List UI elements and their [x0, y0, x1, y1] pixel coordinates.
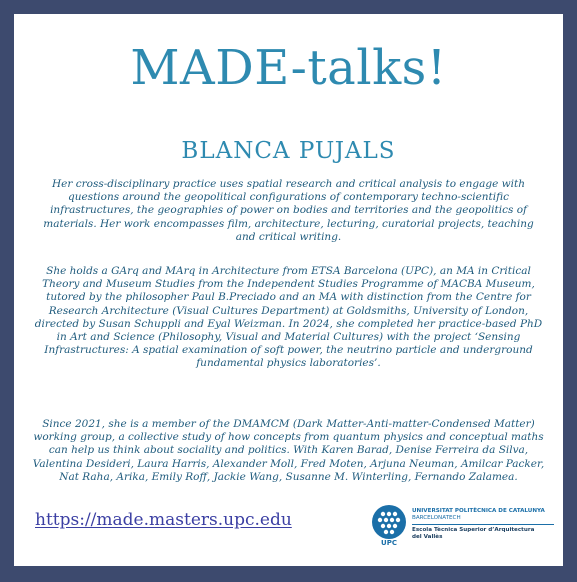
upc-logo	[372, 505, 552, 551]
poster-card	[14, 14, 563, 566]
logo-school-location: del Vallès	[412, 534, 443, 540]
upc-dots-icon	[372, 505, 406, 539]
upc-logo-text	[412, 508, 554, 541]
logo-barcelonatech: BARCELONATECH	[412, 515, 554, 525]
poster-title: MADE-talks!	[130, 40, 447, 96]
bio-paragraph-3: Since 2021, she is a member of the DMAMCM (Dark Matter-Anti-matter-Condensed Matter) working group, a collective study of how concepts from quantum physics and conceptual maths can help us think about sociality and politics. With Karen Barad, Denise Ferreira da Silva, Valentina Desideri, Laura Harris, Alexander Moll, Fred Moten, Arjuna Neuman, Amilcar Packer, Nat Raha, Arika, Emily Roff, Jackie Wang, Susanne M. Winterling, Fernando Zalamea.	[32, 418, 545, 483]
website-link[interactable]: https://made.masters.upc.edu	[35, 510, 292, 530]
logo-school-name: Escola Tècnica Superior d’Arquitectura	[412, 527, 535, 533]
upc-mark-label: UPC	[381, 539, 397, 547]
logo-university-name: UNIVERSITAT POLITÈCNICA DE CATALUNYA	[412, 508, 545, 514]
bio-paragraph-1: Her cross-disciplinary practice uses spatial research and critical analysis to engage with questions around the geopolitical configurations of contemporary techno-scientific infrastructures, the geographies of power on bodies and territories and the geopolitics of materials. Her work encompasses film, architecture, lecturing, curatorial projects, teaching and critical writing.	[43, 178, 534, 243]
bio-paragraph-2: She holds a GArq and MArq in Architecture from ETSA Barcelona (UPC), an MA in Critical Theory and Museum Studies from the Independent Studies Programme of MACBA Museum, tutored by the philosopher Paul B.Preciado and an MA with distinction from the Centre for Research Architecture (Visual Cultures Department) at Goldsmiths, University of London, directed by Susan Schuppli and Eyal Weizman. In 2024, she completed her practice-based PhD in Art and Science (Philosophy, Visual and Material Cultures) with the project ‘Sensing Infrastructures: A spatial examination of soft power, the neutrino particle and underground fundamental physics laboratories’.	[34, 265, 543, 370]
speaker-name: BLANCA PUJALS	[181, 138, 396, 164]
